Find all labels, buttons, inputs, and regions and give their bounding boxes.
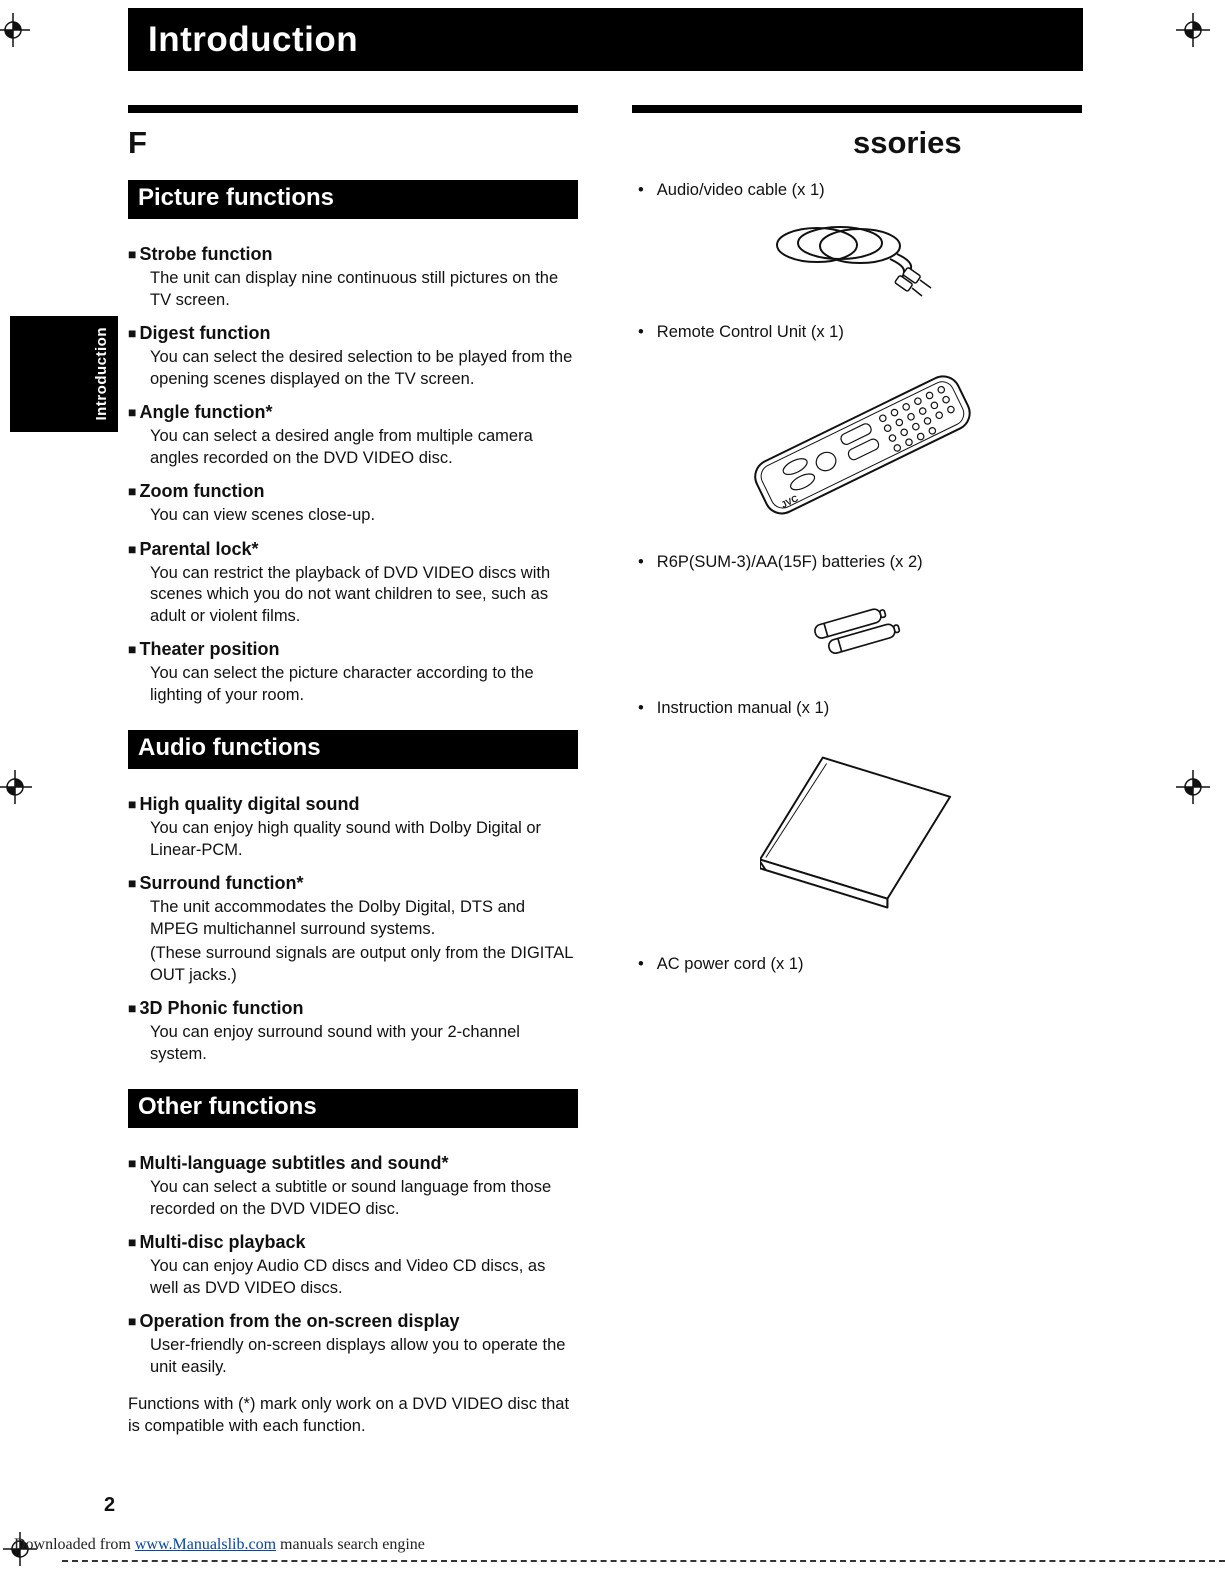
- feature-body: You can enjoy surround sound with your 2-channel system.: [150, 1023, 520, 1063]
- feature-title: [128, 872, 578, 894]
- feature-title-text: Multi-language subtitles and sound*: [139, 1153, 449, 1173]
- feature-body: You can restrict the playback of DVD VIDEO discs with scenes which you do not want children to see, such as adult or violent films.: [150, 563, 551, 625]
- asterisk-note: Functions with (*) mark only work on a DVD VIDEO disc that is compatible with each function.: [128, 1395, 570, 1435]
- feature-surround: [128, 872, 578, 986]
- feature-title: [128, 1231, 578, 1253]
- batteries-illustration: [802, 601, 1082, 668]
- feature-title: [128, 538, 578, 560]
- square-bullet-icon: ■: [128, 325, 137, 341]
- feature-body-note: (These surround signals are output only from the DIGITAL OUT jacks.): [150, 944, 573, 984]
- accessory-label-text: Remote Control Unit (x 1): [656, 323, 844, 341]
- chapter-side-tab-label: Introduction: [93, 327, 110, 421]
- section-header-picture-functions: [128, 180, 578, 219]
- feature-on-screen-display: [128, 1310, 578, 1378]
- feature-title-text: Surround function*: [139, 873, 304, 893]
- title-rule: [632, 105, 1082, 113]
- square-bullet-icon: ■: [128, 404, 137, 420]
- accessory-label-text: AC power cord (x 1): [656, 955, 804, 973]
- chapter-side-tab: [10, 316, 118, 432]
- accessory-label-remote: [638, 322, 1082, 343]
- section-header-label: Picture functions: [138, 184, 335, 211]
- square-bullet-icon: ■: [128, 1155, 137, 1171]
- instruction-manual-illustration: [760, 751, 1082, 924]
- feature-theater-position: [128, 638, 578, 706]
- round-bullet-icon: •: [638, 553, 644, 571]
- feature-title-text: Zoom function: [139, 481, 265, 501]
- feature-body: You can enjoy high quality sound with Dolby Digital or Linear-PCM.: [150, 819, 542, 859]
- feature-body: The unit accommodates the Dolby Digital, DTS and MPEG multichannel surround systems.: [150, 898, 526, 938]
- remote-brand-label: JVC: [779, 493, 800, 510]
- features-column: [128, 105, 578, 1437]
- features-title: F: [128, 125, 147, 160]
- section-header-other-functions: [128, 1089, 578, 1128]
- feature-title-text: Operation from the on-screen display: [139, 1311, 460, 1331]
- feature-angle: [128, 401, 578, 469]
- feature-title: [128, 480, 578, 502]
- footer-prefix: Downloaded from: [14, 1536, 135, 1553]
- round-bullet-icon: •: [638, 181, 644, 199]
- feature-body: You can select a subtitle or sound language from those recorded on the DVD VIDEO disc.: [150, 1178, 552, 1218]
- round-bullet-icon: •: [638, 955, 644, 973]
- square-bullet-icon: ■: [128, 796, 137, 812]
- feature-body: User-friendly on-screen displays allow you to operate the unit easily.: [150, 1336, 566, 1376]
- registration-mark-icon: [1176, 770, 1210, 804]
- feature-title: [128, 401, 578, 423]
- chapter-title: Introduction: [148, 19, 359, 59]
- feature-title: [128, 997, 578, 1019]
- accessories-title: ssories: [853, 125, 962, 160]
- registration-mark-icon: [0, 770, 32, 804]
- feature-title: [128, 793, 578, 815]
- feature-title: [128, 638, 578, 660]
- registration-mark-icon: [0, 13, 30, 47]
- accessory-label-av-cable: [638, 180, 1082, 201]
- audio-video-cable-illustration: [762, 219, 1082, 302]
- feature-multi-language: [128, 1152, 578, 1220]
- round-bullet-icon: •: [638, 323, 644, 341]
- feature-title-text: Digest function: [139, 323, 271, 343]
- feature-title-text: Strobe function: [139, 244, 273, 264]
- accessory-label-batteries: [638, 552, 1082, 573]
- title-rule: [128, 105, 578, 113]
- feature-3d-phonic: [128, 997, 578, 1065]
- feature-body: You can enjoy Audio CD discs and Video CD discs, as well as DVD VIDEO discs.: [150, 1257, 546, 1297]
- feature-title: [128, 1152, 578, 1174]
- crop-marks-line: [62, 1560, 1225, 1562]
- section-header-audio-functions: [128, 730, 578, 769]
- remote-control-illustration: [742, 359, 1082, 534]
- feature-strobe: [128, 243, 578, 311]
- feature-body: You can select the picture character according to the lighting of your room.: [150, 664, 534, 704]
- feature-title-text: High quality digital sound: [139, 794, 360, 814]
- feature-body: The unit can display nine continuous still pictures on the TV screen.: [150, 269, 559, 309]
- page-number: 2: [104, 1494, 116, 1516]
- square-bullet-icon: ■: [128, 1234, 137, 1250]
- manualslib-link[interactable]: www.Manualslib.com: [134, 1536, 277, 1553]
- feature-title-text: Theater position: [139, 639, 280, 659]
- feature-title: [128, 243, 578, 265]
- square-bullet-icon: ■: [128, 875, 137, 891]
- accessory-label-power-cord: [638, 954, 1082, 975]
- accessories-column: [632, 105, 1082, 975]
- feature-title: [128, 1310, 578, 1332]
- footer-suffix: manuals search engine: [276, 1536, 425, 1553]
- accessory-label-manual: [638, 698, 1082, 719]
- feature-multi-disc: [128, 1231, 578, 1299]
- download-footer: [14, 1536, 425, 1554]
- feature-body: You can view scenes close-up.: [150, 506, 376, 524]
- section-header-label: Audio functions: [138, 734, 321, 761]
- feature-title-text: 3D Phonic function: [139, 998, 304, 1018]
- accessory-label-text: Audio/video cable (x 1): [656, 181, 825, 199]
- feature-body: You can select the desired selection to be played from the opening scenes displayed on the TV screen.: [150, 348, 573, 388]
- feature-digital-sound: [128, 793, 578, 861]
- feature-digest: [128, 322, 578, 390]
- section-header-label: Other functions: [138, 1093, 317, 1120]
- accessory-label-text: R6P(SUM-3)/AA(15F) batteries (x 2): [656, 553, 923, 571]
- square-bullet-icon: ■: [128, 540, 137, 557]
- accessory-label-text: Instruction manual (x 1): [656, 699, 830, 717]
- feature-zoom: [128, 480, 578, 527]
- feature-title-text: Multi-disc playback: [139, 1232, 306, 1252]
- feature-title-text: Parental lock*: [139, 538, 259, 559]
- feature-title-text: Angle function*: [139, 402, 273, 422]
- square-bullet-icon: ■: [128, 246, 137, 262]
- feature-body: You can select a desired angle from multiple camera angles recorded on the DVD VIDEO disc.: [150, 427, 533, 467]
- feature-title: [128, 322, 578, 344]
- square-bullet-icon: ■: [128, 483, 137, 499]
- chapter-banner: [128, 8, 1083, 71]
- feature-parental-lock: [128, 538, 578, 628]
- square-bullet-icon: ■: [128, 1000, 137, 1016]
- square-bullet-icon: ■: [128, 641, 137, 657]
- registration-mark-icon: [1176, 13, 1210, 47]
- round-bullet-icon: •: [638, 699, 644, 717]
- square-bullet-icon: ■: [128, 1313, 137, 1329]
